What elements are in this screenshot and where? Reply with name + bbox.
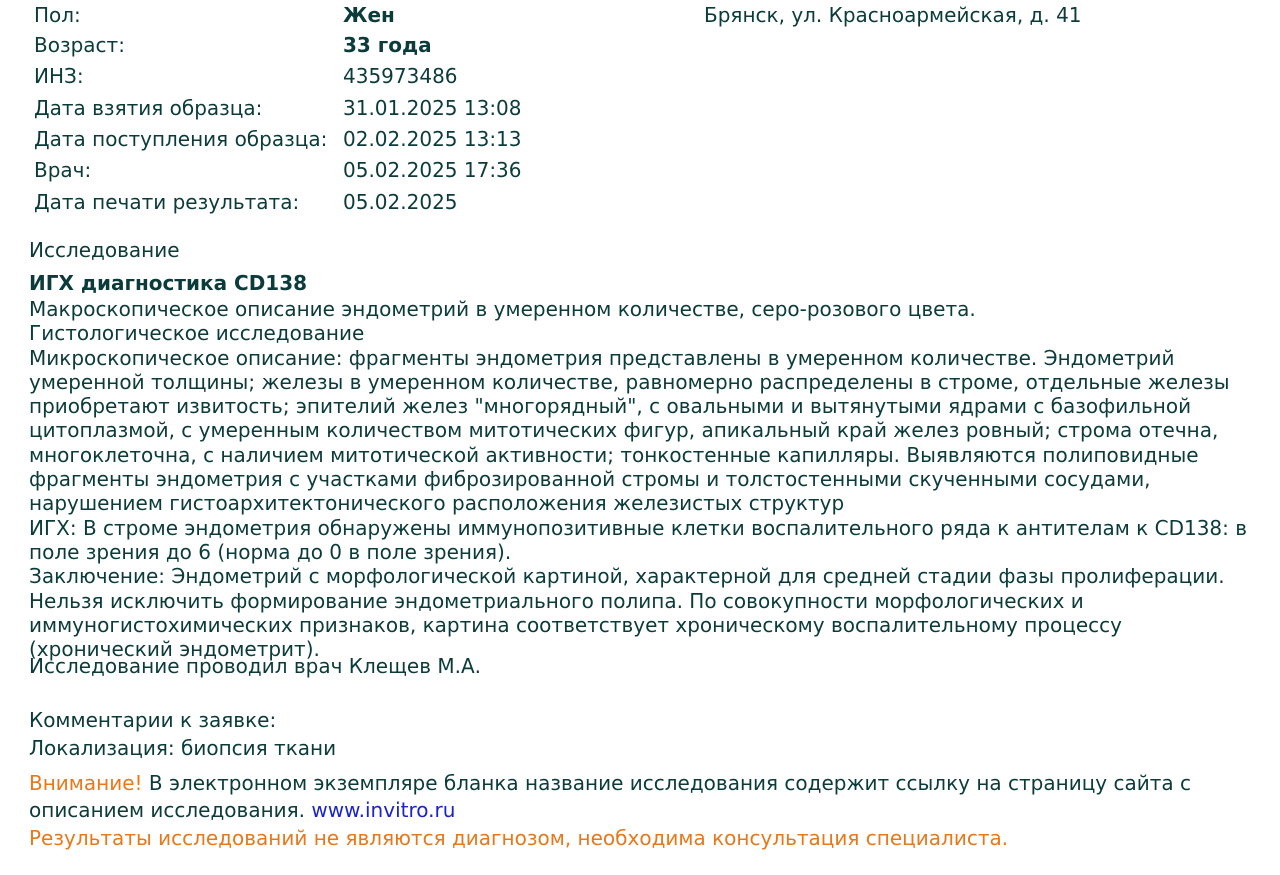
lab-address: Брянск, ул. Красноармейская, д. 41 [704, 3, 1082, 27]
doctor-signature: Исследование проводил врач Клещев М.А. [29, 654, 482, 678]
info-label: Дата взятия образца: [34, 96, 263, 120]
info-value: 31.01.2025 13:08 [343, 96, 522, 120]
study-heading: Исследование [29, 238, 180, 262]
info-value: 435973486 [343, 64, 458, 88]
micro-description: Микроскопическое описание: фрагменты эндометрия представлены в умеренном количестве. Эндометрий умеренной толщины; железы в умеренном количестве, равномерно распределены в строме, отдельные железы приобретают извитость; эпителий желез "многорядный", с овальными и вытянутыми ядрами с базофильной цитоплазмой, с умеренным количеством митотических фигур, апикальный край желез ровный; строма отечна, многоклеточна, с наличием митотической активности; тонкостенные капилляры. Выявляются полиповидные фрагменты эндометрия с участками фиброзированной стромы и толстостенными скученными сосудами, нарушением гистоархитектонического расположения железистых структур [29, 345, 1230, 516]
info-label: Возраст: [34, 33, 125, 57]
ihc-result: ИГХ: В строме эндометрия обнаружены иммунопозитивные клетки воспалительного ряда к антителам к CD138: в поле зрения до 6 (норма до 0 в поле зрения). [29, 515, 1248, 564]
macro-description: Макроскопическое описание эндометрий в умеренном количестве, серо-розового цвета. [29, 297, 976, 321]
info-value: 05.02.2025 17:36 [343, 158, 522, 182]
info-value: Жен [343, 3, 395, 27]
invitro-link[interactable]: www.invitro.ru [311, 798, 456, 822]
info-value: 33 года [343, 33, 432, 57]
conclusion: Заключение: Эндометрий с морфологической картиной, характерной для средней стадии фазы пролиферации. Нельзя исключить формирование эндометриального полипа. По совокупности морфологических и иммуногистохимических признаков, картина соответствует хроническому воспалительному процессу (хронический эндометрит). [29, 564, 1225, 662]
info-label: Дата печати результата: [34, 190, 300, 214]
info-value: 02.02.2025 13:13 [343, 127, 522, 151]
order-comments [29, 706, 336, 762]
info-label: Врач: [34, 158, 92, 182]
notice [29, 770, 1259, 824]
info-label: ИНЗ: [34, 64, 84, 88]
study-title[interactable]: ИГХ диагностика CD138 [29, 271, 308, 295]
info-label: Дата поступления образца: [34, 127, 328, 151]
comments-localization: Локализация: биопсия ткани [29, 736, 337, 760]
disclaimer: Результаты исследований не являются диагнозом, необходима консультация специалиста. [29, 826, 1009, 850]
warning-word: Внимание! [29, 771, 143, 795]
histology-heading: Гистологическое исследование [29, 321, 365, 346]
study-description [29, 297, 1254, 661]
notice-text: В электронном экземпляре бланка название исследования содержит ссылку на страницу сайта с описанием исследования. [29, 771, 1192, 822]
info-value: 05.02.2025 [343, 190, 458, 214]
comments-heading: Комментарии к заявке: [29, 708, 277, 732]
info-label: Пол: [34, 3, 81, 27]
